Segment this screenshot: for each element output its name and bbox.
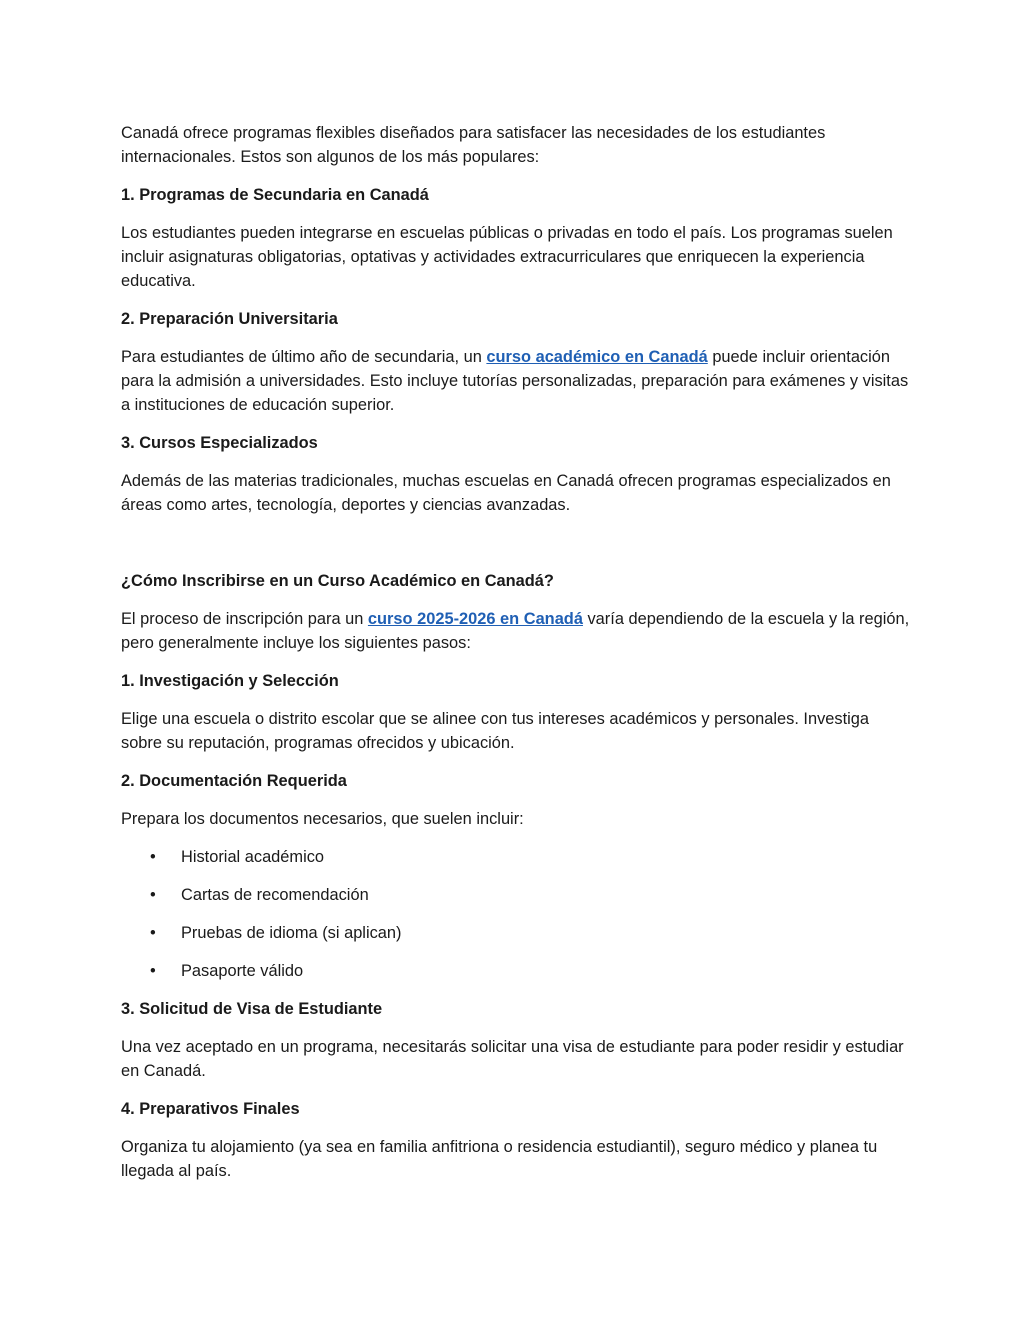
university-prep-text-after: puede incluir orientación para la admisión a universidades. Esto incluye tutorías personalizadas, preparación para exámenes y visitas a instituciones de educación superior.	[121, 348, 909, 414]
bullet-icon: •	[150, 848, 156, 866]
course-2025-2026-link[interactable]: curso 2025-2026 en Canadá	[367, 610, 583, 628]
list-item-label: Pasaporte válido	[181, 962, 304, 980]
documents-list	[121, 845, 911, 983]
university-prep-text-before: Para estudiantes de último año de secundaria, un	[121, 348, 487, 366]
enroll-text-after: varía dependiendo de la escuela y la región, pero generalmente incluye los siguientes pasos:	[121, 610, 910, 652]
section-heading-university-prep: 2. Preparación Universitaria	[121, 310, 338, 328]
document-page	[121, 121, 911, 1197]
bullet-icon: •	[150, 924, 156, 942]
step-heading-research: 1. Investigación y Selección	[121, 672, 339, 690]
list-item-label: Pruebas de idioma (si aplican)	[181, 924, 402, 942]
bullet-icon: •	[150, 962, 156, 980]
research-paragraph: Elige una escuela o distrito escolar que se alinee con tus intereses académicos y personales. Investiga sobre su reputación, programas ofrecidos y ubicación.	[121, 710, 870, 752]
specialized-paragraph: Además de las materias tradicionales, muchas escuelas en Canadá ofrecen programas especializados en áreas como artes, tecnología, deportes y ciencias avanzadas.	[121, 472, 891, 514]
enroll-heading: ¿Cómo Inscribirse en un Curso Académico en Canadá?	[121, 572, 554, 590]
enroll-paragraph	[121, 607, 911, 655]
list-item	[121, 959, 911, 983]
section-heading-secondary: 1. Programas de Secundaria en Canadá	[121, 186, 429, 204]
list-item-label: Cartas de recomendación	[181, 886, 369, 904]
step-heading-final: 4. Preparativos Finales	[121, 1100, 300, 1118]
list-item-label: Historial académico	[181, 848, 325, 866]
academic-course-link[interactable]: curso académico en Canadá	[486, 348, 708, 366]
final-paragraph: Organiza tu alojamiento (ya sea en familia anfitriona o residencia estudiantil), seguro médico y planea tu llegada al país.	[121, 1138, 878, 1180]
bullet-icon: •	[150, 886, 156, 904]
university-prep-paragraph	[121, 345, 911, 417]
list-item	[121, 921, 911, 945]
section-heading-specialized: 3. Cursos Especializados	[121, 434, 318, 452]
intro-paragraph: Canadá ofrece programas flexibles diseñados para satisfacer las necesidades de los estudiantes internacionales. Estos son algunos de los más populares:	[121, 124, 826, 166]
list-item	[121, 845, 911, 869]
section-spacer	[121, 531, 911, 569]
enroll-text-before: El proceso de inscripción para un	[121, 610, 368, 628]
list-item	[121, 883, 911, 907]
visa-paragraph: Una vez aceptado en un programa, necesitarás solicitar una visa de estudiante para poder residir y estudiar en Canadá.	[121, 1038, 904, 1080]
step-heading-visa: 3. Solicitud de Visa de Estudiante	[121, 1000, 383, 1018]
documents-paragraph: Prepara los documentos necesarios, que suelen incluir:	[121, 810, 524, 828]
secondary-paragraph: Los estudiantes pueden integrarse en escuelas públicas o privadas en todo el país. Los programas suelen incluir asignaturas obligatorias, optativas y actividades extracurriculares que enriquecen la experiencia educativa.	[121, 224, 893, 290]
step-heading-documents: 2. Documentación Requerida	[121, 772, 347, 790]
